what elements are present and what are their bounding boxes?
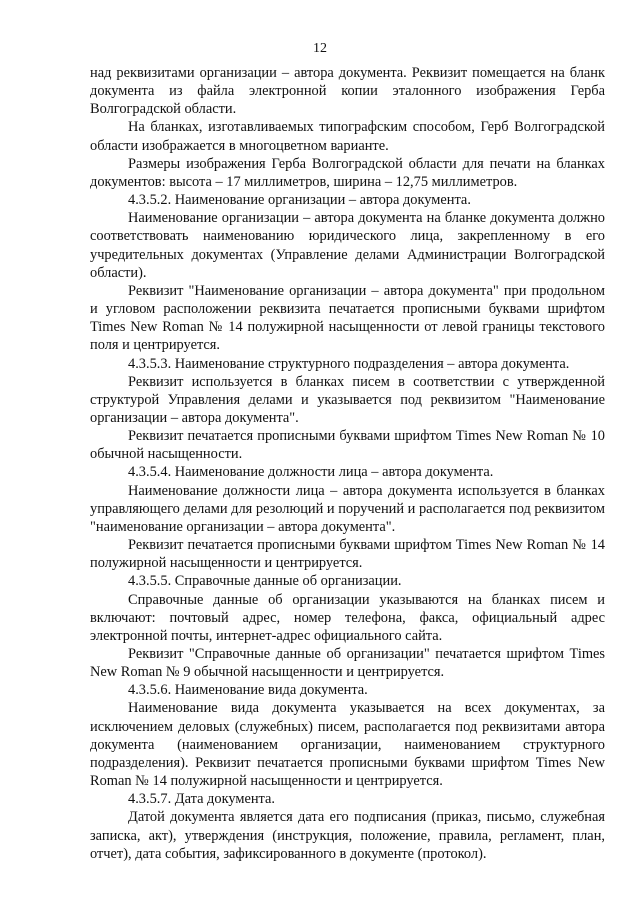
paragraph: Реквизит печатается прописными буквами шрифтом Times New Roman № 14 полужирной насыщенности и центрируется. xyxy=(90,537,605,572)
paragraph: Наименование вида документа указывается на всех документах, за исключением деловых (служебных) писем, располагается под реквизитами автора документа (наименованием организации, наименованием структурного подразделения). Реквизит печатается прописными буквами шрифтом Times New Roman № 14 полужирной насыщенности и центрируется. xyxy=(90,700,605,790)
section-heading: 4.3.5.3. Наименование структурного подразделения – автора документа. xyxy=(128,355,570,372)
paragraph: Реквизит "Справочные данные об организации" печатается шрифтом Times New Roman № 9 обычной насыщенности и центрируется. xyxy=(90,646,605,681)
paragraph: На бланках, изготавливаемых типографским способом, Герб Волгоградской области изображается в многоцветном варианте. xyxy=(90,119,605,154)
section-heading: 4.3.5.2. Наименование организации – автора документа. xyxy=(128,192,471,209)
section-heading: 4.3.5.4. Наименование должности лица – автора документа. xyxy=(128,464,494,481)
paragraph: Датой документа является дата его подписания (приказ, письмо, служебная записка, акт), утверждения (инструкция, положение, правила, регламент, план, отчет), дата события, зафиксированного в документе (протокол). xyxy=(90,809,605,862)
paragraph: Реквизит используется в бланках писем в соответствии с утвержденной структурой Управления делами и указывается под реквизитом "Наименование организации – автора документа". xyxy=(90,373,605,426)
section-heading: 4.3.5.7. Дата документа. xyxy=(128,791,276,808)
paragraph-continuation: над реквизитами организации – автора документа. Реквизит помещается на бланк документа из файла электронной копии эталонного изображения Герба Волгоградской области. xyxy=(90,65,605,118)
document-body xyxy=(90,64,605,863)
paragraph: Наименование организации – автора документа на бланке документа должно соответствовать наименованию юридического лица, закрепленному в его учредительных документах (Управление делами Администрации Волгоградской области). xyxy=(90,210,605,281)
paragraph: Реквизит печатается прописными буквами шрифтом Times New Roman № 10 обычной насыщенности. xyxy=(90,428,605,463)
section-heading: 4.3.5.5. Справочные данные об организации. xyxy=(128,573,402,590)
paragraph: Справочные данные об организации указываются на бланках писем и включают: почтовый адрес, номер телефона, факса, официальный адрес электронной почты, интернет-адрес официального сайта. xyxy=(90,591,605,644)
paragraph: Реквизит "Наименование организации – автора документа" при продольном и угловом расположении реквизита печатается прописными буквами шрифтом Times New Roman № 14 полужирной насыщенности от левой границы текстового поля и центрируется. xyxy=(90,282,605,354)
page-number: 12 xyxy=(313,41,327,56)
paragraph: Наименование должности лица – автора документа используется в бланках управляющего делами для резолюций и поручений и располагается под реквизитом "наименование организации – автора документа". xyxy=(90,482,605,535)
section-heading: 4.3.5.6. Наименование вида документа. xyxy=(128,682,368,699)
paragraph: Размеры изображения Герба Волгоградской области для печати на бланках документов: высота – 17 миллиметров, ширина – 12,75 миллиметров. xyxy=(90,155,605,190)
